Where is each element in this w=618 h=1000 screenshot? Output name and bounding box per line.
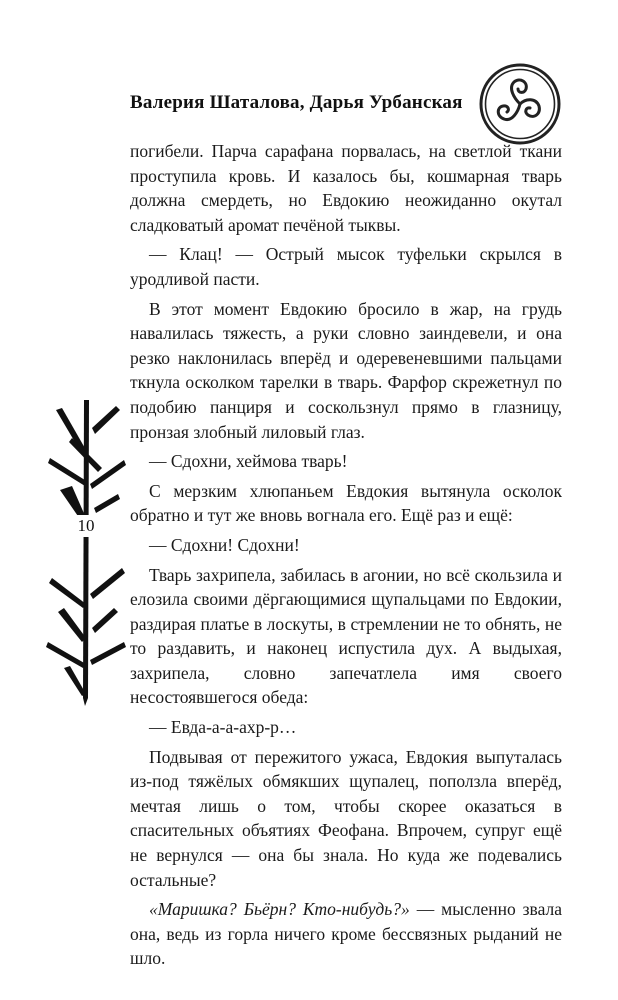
paragraph: Тварь захрипела, забилась в агонии, но всё скользила и елозила своими дёргающимися щупальцами по Евдокии, раздирая платье в лоскуты, в стремлении не то обнять, не то раздавить, и наконец испустила дух. А выдыхая, захрипела, словно запечатлела имя своего несостоявшегося обеда: xyxy=(130,564,562,708)
paragraph: — Сдохни! Сдохни! xyxy=(149,534,300,555)
paragraph: — Клац! — Острый мысок туфельки скрылся в уродливой пасти. xyxy=(130,244,562,289)
paragraph: погибели. Парча сарафана порвалась, на светлой ткани проступила кровь. И казалось бы, кошмарная тварь должна смердеть, но Евдокию неожиданно окутал сладковатый аромат печёной тыквы. xyxy=(130,141,562,235)
triskele-icon xyxy=(478,62,562,146)
body-text xyxy=(130,139,562,971)
header-authors: Валерия Шаталова, Дарья Урбанская xyxy=(130,92,463,113)
paragraph: С мерзким хлюпаньем Евдокия вытянула осколок обратно и тут же вновь вогнала его. Ещё раз и ещё: xyxy=(130,480,562,526)
paragraph xyxy=(130,897,562,971)
paragraph: — Сдохни, хеймова тварь! xyxy=(149,451,348,472)
paragraph: В этот момент Евдокию бросило в жар, на грудь навалилась тяжесть, а руки словно заиндевели, и она резко наклонилась вперёд и одеревеневшими пальцами ткнула осколком тарелки в тварь. Фарфор скрежетнул по подобию панциря и соскользнул прямо в глазницу, пронзая злобный лиловый глаз. xyxy=(130,298,562,442)
runic-ornament-icon xyxy=(42,398,130,708)
paragraph-text: — мысленно звала она, ведь из горла ничего кроме бессвязных рыданий не шло. xyxy=(130,899,562,969)
italic-thought: «Маришка? Бьёрн? Кто-нибудь?» xyxy=(149,899,410,920)
paragraph: — Евда-а-а-ахр-р… xyxy=(149,717,297,738)
paragraph: Подвывая от пережитого ужаса, Евдокия выпуталась из-под тяжёлых обмякших щупалец, поползла вперёд, мечтая лишь о том, чтобы скорее оказаться в спасительных объятиях Феофана. Впрочем, супруг ещё не вернулся — она бы знала. Но куда же подевались остальные? xyxy=(130,746,562,890)
page-number: 10 xyxy=(71,515,101,537)
